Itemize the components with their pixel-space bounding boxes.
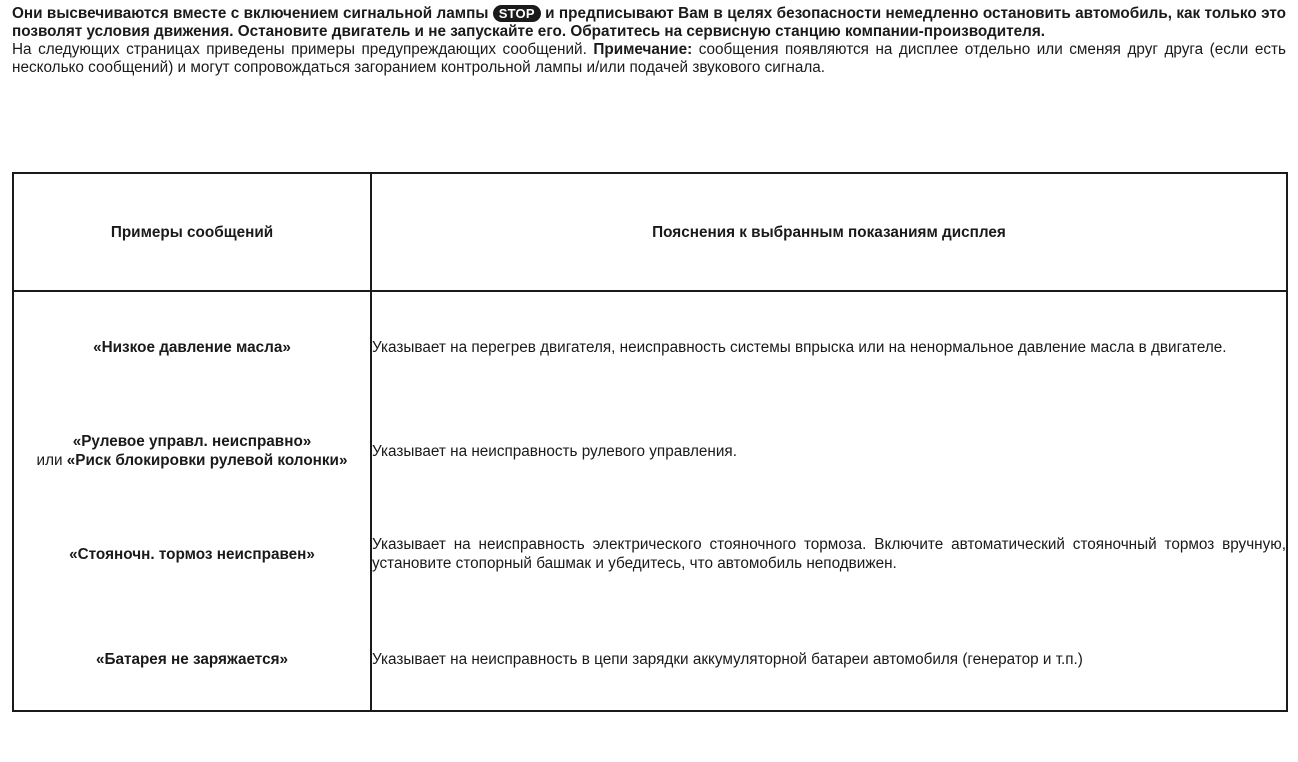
message-cell: «Стояночн. тормоз неисправен»: [13, 500, 371, 608]
info-text-start: На следующих страницах приведены примеры предупреждающих сообщений.: [12, 41, 594, 58]
message-text-column-lock: «Риск блокировки рулевой колонки»: [66, 452, 348, 469]
warning-text-end: и предписывают Вам в целях безопасности немедленно остановить автомобиль, как только это позволят условия движения. Остановите двигатель и не запускайте его. Обратитесь на сервисную станцию компании-производителя.: [12, 5, 1286, 40]
explanation-cell: Указывает на неисправность рулевого управления.: [371, 402, 1287, 500]
stop-warning-paragraph: [12, 5, 1286, 41]
message-cell: «Батарея не заряжается»: [13, 608, 371, 711]
warning-text-start: Они высвечиваются вместе с включением сигнальной лампы: [12, 5, 493, 22]
message-or-word: или: [36, 452, 63, 469]
header-messages: Примеры сообщений: [13, 173, 371, 291]
info-text-end: сообщения появляются на дисплее отдельно или сменяя друг друга (если есть несколько сообщений) и могут сопровождаться загоранием контрольной лампы и/или подачей звукового сигнала.: [12, 41, 1286, 76]
intro-section: [12, 5, 1286, 77]
note-label: Примечание:: [593, 41, 693, 58]
table-header-row: [13, 173, 1287, 291]
explanation-cell: Указывает на неисправность в цепи зарядки аккумуляторной батареи автомобиля (генератор и т.п.): [371, 608, 1287, 711]
table-row: [13, 500, 1287, 608]
explanation-cell: Указывает на перегрев двигателя, неисправность системы впрыска или на ненормальное давление масла в двигателе.: [371, 291, 1287, 402]
table-row: [13, 608, 1287, 711]
message-cell: «Низкое давление масла»: [13, 291, 371, 402]
stop-lamp-icon: STOP: [493, 5, 541, 22]
table-row: [13, 402, 1287, 500]
message-text-steering: «Рулевое управл. неисправно»: [72, 433, 312, 450]
info-paragraph: [12, 41, 1286, 77]
message-cell: [13, 402, 371, 500]
messages-table: [12, 172, 1288, 712]
explanation-cell: Указывает на неисправность электрического стояночного тормоза. Включите автоматический стояночный тормоз вручную, установите стопорный башмак и убедитесь, что автомобиль неподвижен.: [371, 500, 1287, 608]
table-row: [13, 291, 1287, 402]
header-explanations: Пояснения к выбранным показаниям дисплея: [371, 173, 1287, 291]
